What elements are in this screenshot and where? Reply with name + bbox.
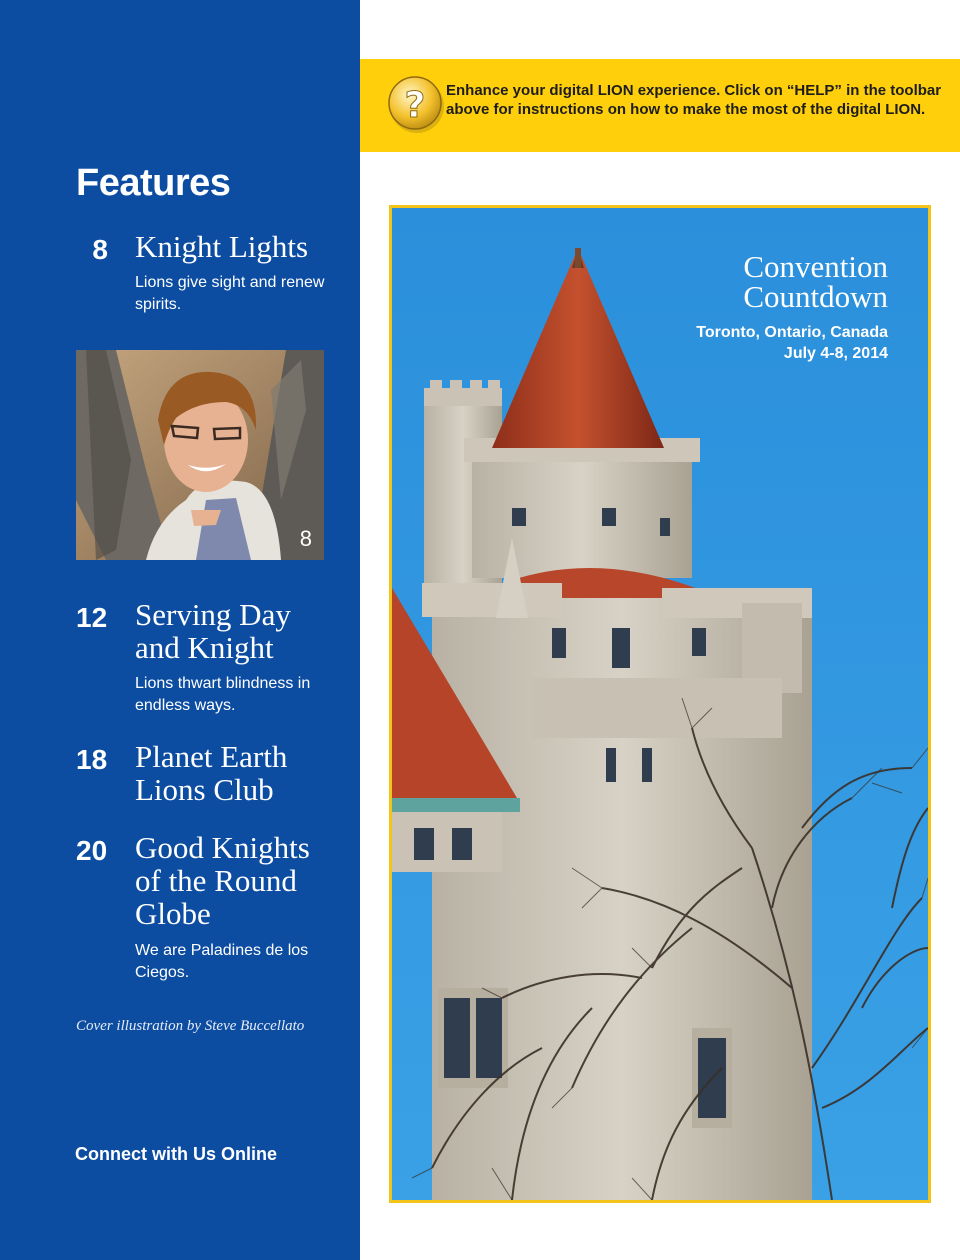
cover-title-line-1: Convention [743,249,888,284]
convention-dates: July 4-8, 2014 [783,345,888,362]
feature-page-number: 8 [92,234,108,265]
feature-page-number: 12 [76,602,108,633]
help-question-icon[interactable] [386,73,446,135]
feature-description: We are Paladines de los Ciegos. [135,942,309,981]
feature-title: Planet Earth Lions Club [135,739,288,807]
convention-location: Toronto, Ontario, Canada [696,324,888,341]
cover-title-line-2: Countdown [743,279,888,314]
connect-online-link[interactable]: Connect with Us Online [75,1144,278,1164]
feature-title: Serving Day and Knight [135,597,291,665]
features-heading: Features [76,162,231,204]
photo-page-number: 8 [299,526,312,551]
woman-in-tree-photo [76,350,324,560]
feature-photo[interactable] [76,350,324,560]
feature-description: Lions give sight and renew spirits. [135,274,325,313]
features-sidebar [0,0,360,1260]
feature-title: Knight Lights [135,229,309,264]
feature-description: Lions thwart blindness in endless ways. [135,675,311,714]
feature-page-number: 20 [76,835,108,866]
feature-title: Good Knights of the Round Globe [135,830,310,931]
help-message: Enhance your digital LION experience. Click on “HELP” in the toolbar above for instructions on how to make the most of the digital LION. [446,82,942,118]
help-banner[interactable] [360,59,960,152]
feature-page-number: 18 [76,744,108,775]
cover-image-panel[interactable] [389,205,931,1203]
cover-title [743,249,888,314]
convention-details [696,322,888,364]
svg-text:?: ? [404,85,426,126]
cover-credit: Cover illustration by Steve Buccellato [76,1018,305,1034]
